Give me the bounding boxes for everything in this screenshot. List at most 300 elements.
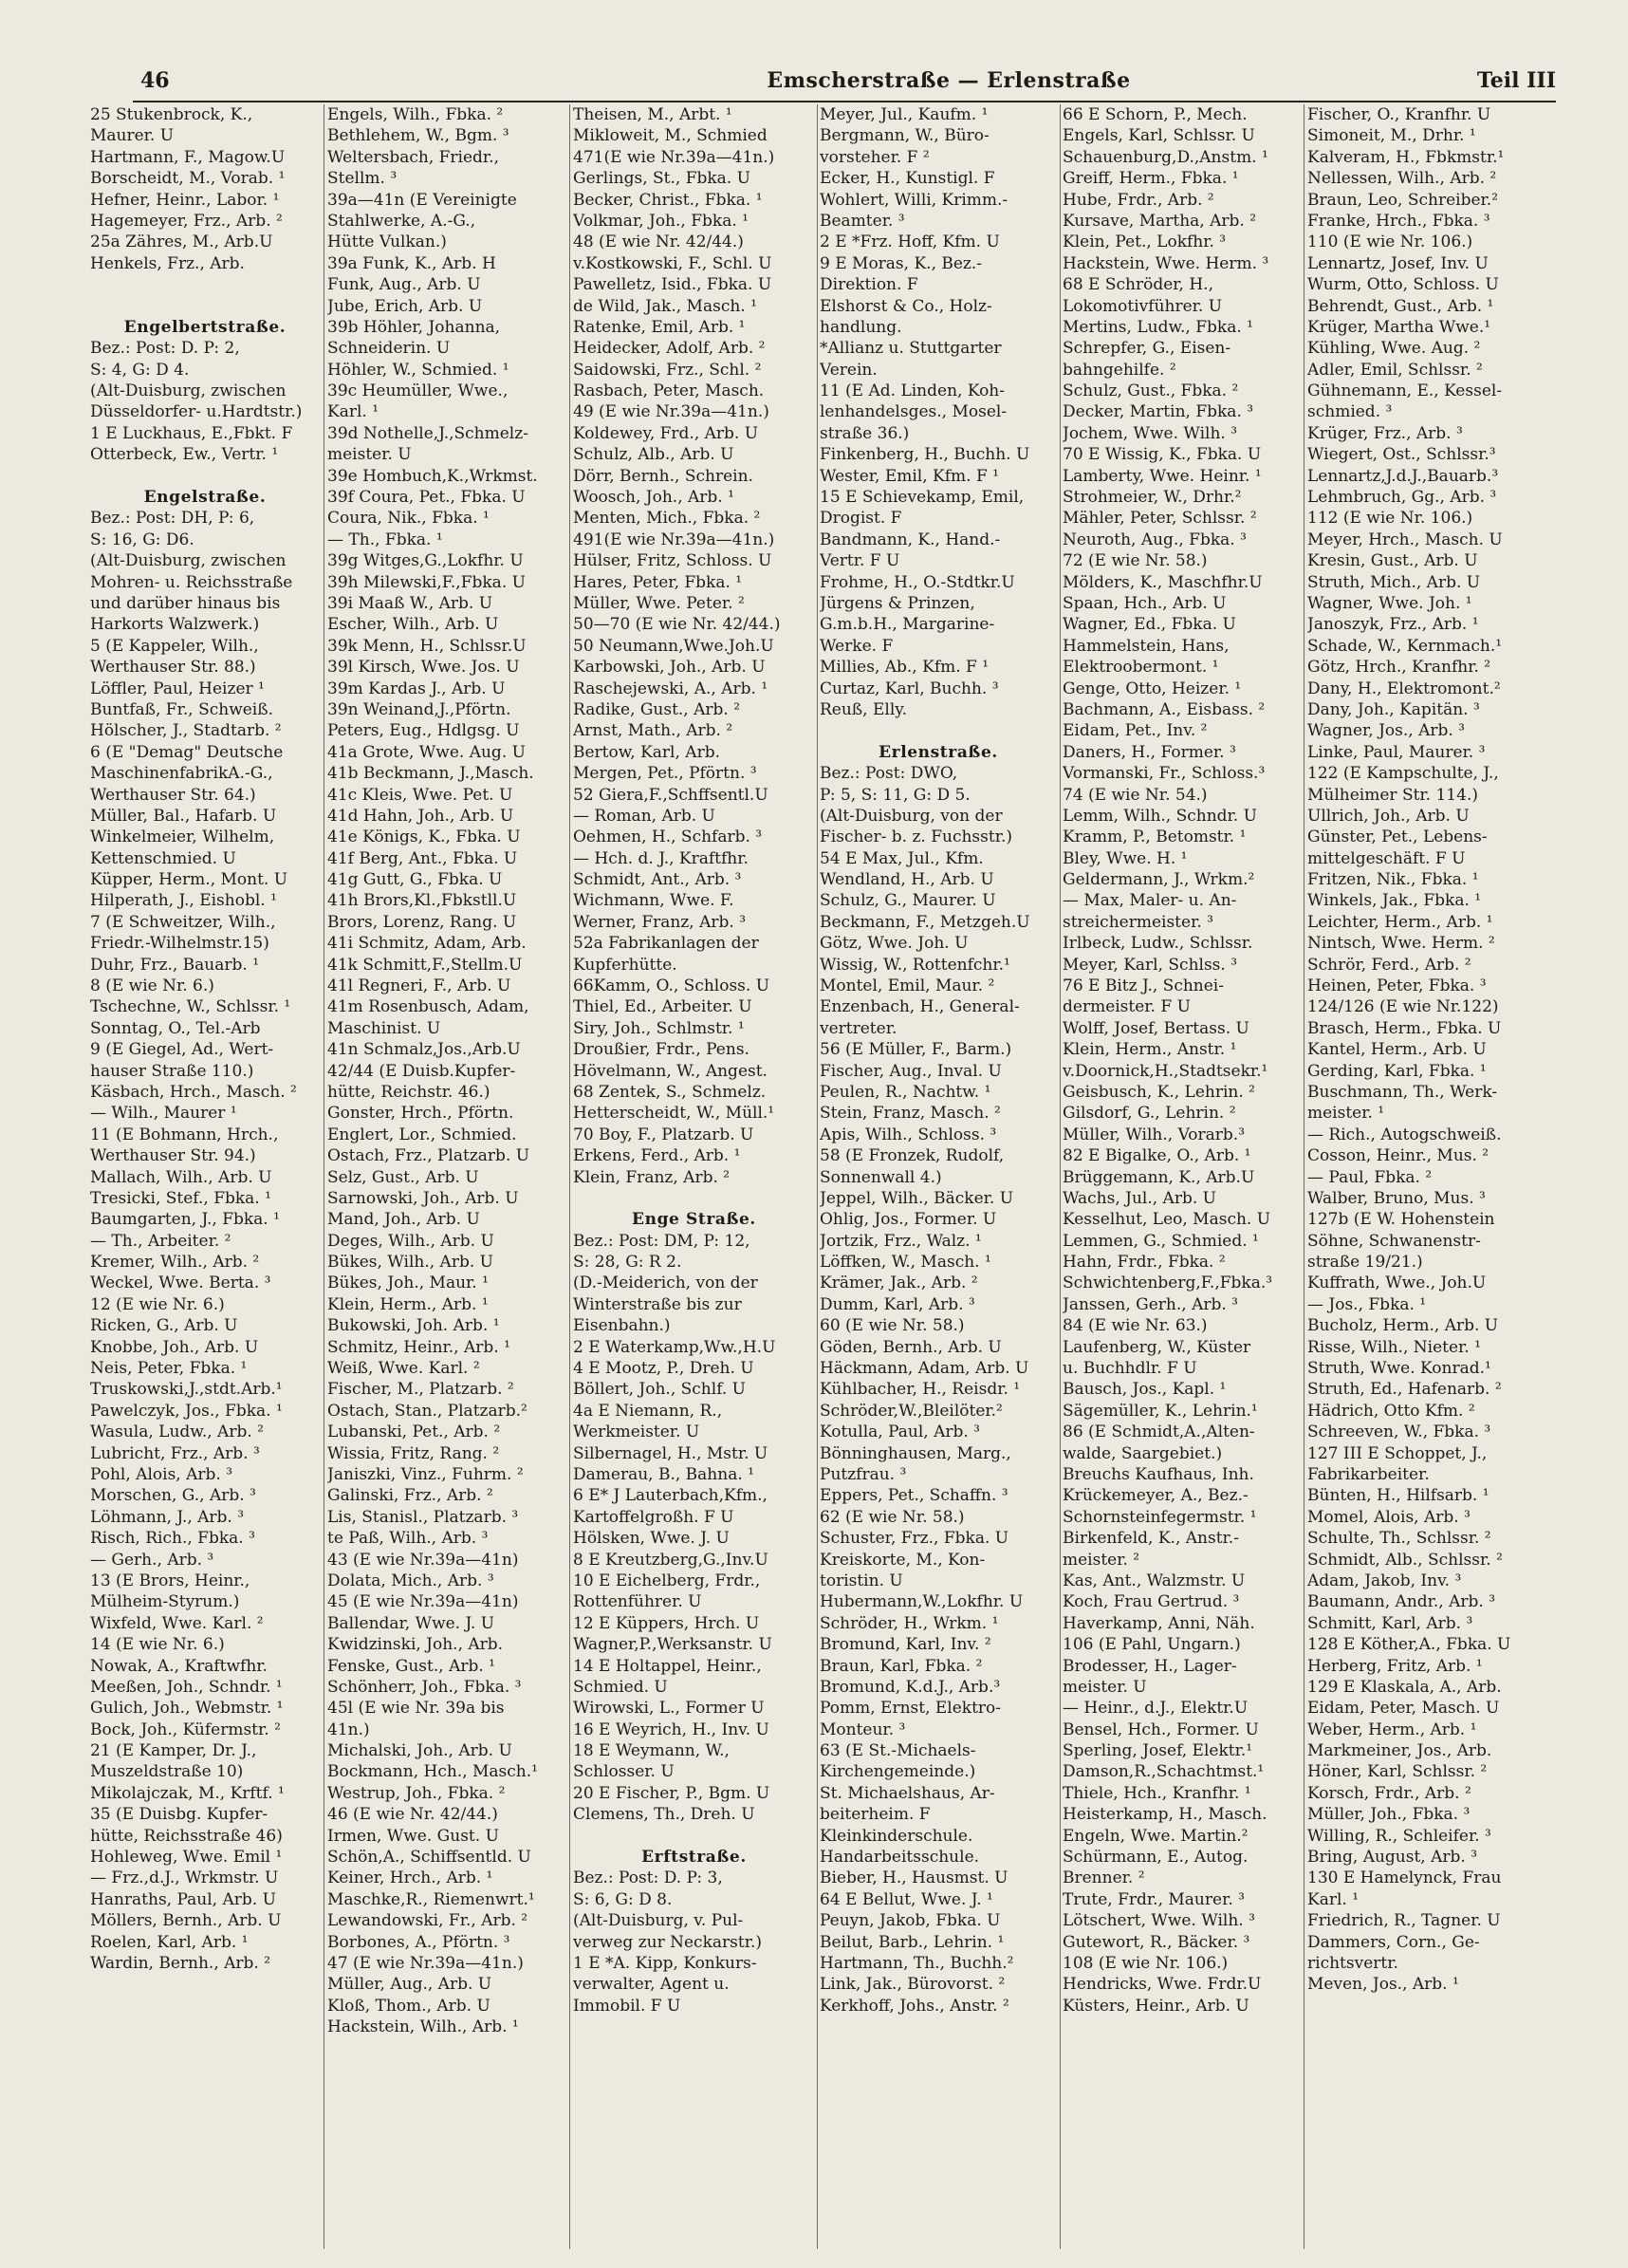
directory-entry: 45l (E wie Nr. 39a bis [327,1699,505,1719]
directory-entry: Fischer- b. z. Fuchsstr.) [820,827,1013,847]
directory-entry: 41m Rosenbusch, Adam, [327,997,529,1017]
directory-entry: Käsbach, Hrch., Masch. ² [90,1082,297,1102]
directory-entry: Dolata, Mich., Arb. ³ [327,1571,494,1590]
directory-entry: handlung. [820,317,902,337]
directory-entry: Menten, Mich., Fbka. ² [573,509,761,529]
spacer [573,1188,815,1209]
directory-entry: Ohlig, Jos., Former. U [820,1210,997,1230]
directory-entry: Hubermann,W.,Lokfhr. U [820,1592,1024,1612]
directory-entry: Fritzen, Nik., Fbka. ¹ [1307,870,1479,890]
directory-entry: 2 E Waterkamp,Ww.,H.U [573,1337,776,1357]
directory-entry: 68 E Schröder, H., [1063,275,1213,295]
directory-entry: Kerkhoff, Johs., Anstr. ² [820,1996,1009,2016]
directory-entry: hütte, Reichsstraße 46) [90,1826,283,1846]
directory-entry: Schrör, Ferd., Arb. ² [1307,955,1471,975]
directory-entry: v.Doornick,H.,Stadtsekr.¹ [1063,1061,1268,1081]
directory-entry: Heinen, Peter, Fbka. ³ [1307,976,1487,996]
directory-entry: Daners, H., Former. ³ [1063,742,1236,762]
directory-entry: Adler, Emil, Schlssr. ² [1307,360,1483,380]
directory-entry: Löffken, W., Masch. ¹ [820,1253,991,1273]
directory-entry: 64 E Bellut, Wwe. J. ¹ [820,1889,993,1909]
directory-entry: schmied. ³ [1307,402,1393,422]
directory-entry: Stellm. ³ [327,169,398,189]
directory-entry: Bez.: Post: DM, P: 12, [573,1231,750,1251]
directory-entry: 41i Schmitz, Adam, Arb. [327,934,527,954]
directory-entry: Strohmeier, W., Drhr.² [1063,488,1242,508]
directory-entry: lenhandelsges., Mosel- [820,402,1008,422]
directory-entry: 110 (E wie Nr. 106.) [1307,232,1473,252]
directory-entry: 39i Maaß W., Arb. U [327,593,493,613]
directory-entry: 39d Nothelle,J.,Schmelz- [327,423,528,443]
directory-entry: Wissia, Fritz, Rang. ² [327,1443,500,1463]
directory-entry: Schmied. U [573,1677,668,1697]
directory-entry: Stahlwerke, A.-G., [327,211,476,231]
directory-entry: 41k Schmitt,F.,Stellm.U [327,955,523,975]
directory-entry: 56 (E Müller, F., Barm.) [820,1040,1012,1060]
directory-entry: Müller, Wwe. Peter. ² [573,593,745,613]
directory-entry: Nowak, A., Kraftwfhr. [90,1656,268,1676]
directory-entry: bahngehilfe. ² [1063,360,1176,380]
directory-entry: 127b (E W. Hohenstein [1307,1210,1495,1230]
running-title: Emscherstraße — Erlenstraße [767,68,1131,93]
directory-entry: 39b Höhler, Johanna, [327,317,501,337]
directory-entry: Brenner. ² [1063,1868,1145,1888]
directory-entry: Oehmen, H., Schfarb. ³ [573,827,763,847]
directory-entry: Putzfrau. ³ [820,1465,907,1484]
directory-entry: Morschen, G., Arb. ³ [90,1486,256,1506]
directory-entry: Janoszyk, Frz., Arb. ¹ [1307,615,1479,635]
directory-entry: Bergmann, W., Büro- [820,126,990,146]
directory-entry: Dörr, Bernh., Schrein. [573,466,753,486]
directory-entry: 49 (E wie Nr.39a—41n.) [573,402,769,422]
directory-entry: Bez.: Post: D. P: 2, [90,339,240,359]
directory-entry: Kettenschmied. U [90,848,236,868]
directory-entry: Woosch, Joh., Arb. ¹ [573,488,734,508]
directory-entry: 60 (E wie Nr. 58.) [820,1316,965,1336]
directory-entry: Hackstein, Wilh., Arb. ¹ [327,2017,519,2037]
directory-entry: 1 E Luckhaus, E.,Fbkt. F [90,423,293,443]
directory-entry: Pawelletz, Isid., Fbka. U [573,275,772,295]
directory-entry: Fenske, Gust., Arb. ¹ [327,1656,495,1676]
directory-entry: te Paß, Wilh., Arb. ³ [327,1529,489,1549]
directory-entry: S: 28, G: R 2. [573,1253,682,1273]
directory-entry: Kremer, Wilh., Arb. ² [90,1253,260,1273]
directory-entry: Sonntag, O., Tel.-Arb [90,1018,261,1038]
directory-entry: richtsvertr. [1307,1953,1398,1973]
directory-entry: Enzenbach, H., General- [820,997,1020,1017]
directory-entry: Werner, Franz, Arb. ³ [573,912,747,932]
directory-entry: meister. ² [1063,1550,1140,1570]
directory-entry: 46 (E wie Nr. 42/44.) [327,1805,498,1825]
page-number: 46 [140,68,170,93]
directory-entry: walde, Saargebiet.) [1063,1443,1223,1463]
directory-entry: Weckel, Wwe. Berta. ³ [90,1273,271,1293]
directory-entry: Neuroth, Aug., Fbka. ³ [1063,530,1247,549]
directory-entry: Jortzik, Frz., Walz. ¹ [820,1231,982,1251]
directory-entry: 6 E* J Lauterbach,Kfm., [573,1486,768,1506]
directory-entry: 15 E Schievekamp, Emil, [820,488,1025,508]
directory-entry: 9 E Moras, K., Bez.- [820,253,983,273]
directory-entry: Koch, Frau Gertrud. ³ [1063,1592,1240,1612]
directory-entry: Bönninghausen, Marg., [820,1443,1011,1463]
directory-entry: Frohme, H., O.-Stdtkr.U [820,572,1015,592]
directory-entry: Handarbeitsschule. [820,1848,980,1868]
directory-entry: Truskowski,J.,stdt.Arb.¹ [90,1380,283,1400]
directory-entry: Schuster, Frz., Fbka. U [820,1529,1009,1549]
directory-entry: Geisbusch, K., Lehrin. ² [1063,1082,1255,1102]
directory-entry: Schreeven, W., Fbka. ³ [1307,1422,1491,1442]
directory-entry: 41l Regneri, F., Arb. U [327,976,511,996]
directory-entry: 41d Hahn, Joh., Arb. U [327,806,514,826]
directory-entry: 41c Kleis, Wwe. Pet. U [327,785,513,805]
directory-entry: 84 (E wie Nr. 63.) [1063,1316,1208,1336]
directory-entry: Theisen, M., Arbt. ¹ [573,105,732,124]
directory-entry: Escher, Wilh., Arb. U [327,615,499,635]
directory-entry: Franke, Hrch., Fbka. ³ [1307,211,1490,231]
directory-entry: Schlosser. U [573,1762,675,1782]
directory-entry: Klein, Franz, Arb. ² [573,1167,731,1187]
directory-entry: Otterbeck, Ew., Vertr. ¹ [90,445,279,465]
directory-entry: Kühlbacher, H., Reisdr. ¹ [820,1380,1021,1400]
column-1 [90,104,320,2254]
directory-entry: 41e Königs, K., Fbka. U [327,827,521,847]
directory-entry: Beckmann, F., Metzgeh.U [820,912,1030,932]
spacer [90,296,320,317]
directory-entry: Irmen, Wwe. Gust. U [327,1826,499,1846]
directory-entry: Böllert, Joh., Schlf. U [573,1380,747,1400]
directory-entry: *Allianz u. Stuttgarter [820,339,1002,359]
directory-entry: Beamter. ³ [820,211,905,231]
directory-entry: Karl. ¹ [1307,1889,1360,1909]
directory-entry: Schulz, Gust., Fbka. ² [1063,381,1239,401]
directory-entry: Müller, Bal., Hafarb. U [90,806,277,826]
directory-entry: Janiszki, Vinz., Fuhrm. ² [327,1465,524,1484]
directory-entry: Bromund, K.d.J., Arb.³ [820,1677,1001,1697]
directory-entry: Coura, Nik., Fbka. ¹ [327,509,490,529]
directory-entry: 41h Brors,Kl.,Fbkstll.U [327,891,517,911]
directory-entry: Direktion. F [820,275,918,295]
column-5 [1063,104,1300,2254]
directory-entry: 10 E Eichelberg, Frdr., [573,1571,761,1590]
directory-entry: 21 (E Kamper, Dr. J., [90,1741,257,1761]
directory-entry: Englert, Lor., Schmied. [327,1125,517,1144]
street-heading: Erftstraße. [641,1848,747,1868]
directory-entry: Kalveram, H., Fbkmstr.¹ [1307,147,1505,167]
directory-entry: Janssen, Gerh., Arb. ³ [1063,1294,1238,1314]
directory-entry: Hagemeyer, Frz., Arb. ² [90,211,283,231]
directory-entry: Finkenberg, H., Buchh. U [820,445,1030,465]
directory-entry: 82 E Bigalke, O., Arb. ¹ [1063,1146,1251,1166]
directory-entry: Hülser, Fritz, Schloss. U [573,551,772,571]
directory-entry: Bükes, Joh., Maur. ¹ [327,1273,489,1293]
street-heading: Enge Straße. [632,1210,756,1230]
directory-entry: G.m.b.H., Margarine- [820,615,995,635]
directory-entry: Lennartz, Josef, Inv. U [1307,253,1489,273]
directory-entry: Mölders, K., Maschfhr.U [1063,572,1263,592]
directory-entry: Sonnenwall 4.) [820,1167,942,1187]
spacer [90,466,320,487]
directory-entry: 74 (E wie Nr. 54.) [1063,785,1208,805]
directory-entry: v.Kostkowski, F., Schl. U [573,253,772,273]
directory-entry: (Alt-Duisburg, von der [820,806,1003,826]
directory-entry: Mikolajczak, M., Krftf. ¹ [90,1783,285,1803]
directory-entry: Schön,A., Schiffsentld. U [327,1848,531,1868]
directory-entry: Struth, Mich., Arb. U [1307,572,1481,592]
directory-entry: Pomm, Ernst, Elektro- [820,1699,1002,1719]
directory-entry: Wichmann, Wwe. F. [573,891,734,911]
directory-entry: Brasch, Herm., Fbka. U [1307,1018,1502,1038]
directory-entry: — Roman, Arb. U [573,806,715,826]
directory-entry: Baumgarten, J., Fbka. ¹ [90,1210,280,1230]
directory-entry: Bertow, Karl, Arb. [573,742,720,762]
directory-entry: mittelgeschäft. F U [1307,848,1466,868]
directory-entry: Werkmeister. U [573,1422,700,1442]
directory-entry: Löhmann, J., Arb. ³ [90,1507,245,1527]
directory-entry: Hartmann, F., Magow.U [90,147,286,167]
directory-entry: Bock, Joh., Küfermstr. ² [90,1720,281,1739]
directory-entry: Meeßen, Joh., Schndr. ¹ [90,1677,283,1697]
directory-entry: Bring, August, Arb. ³ [1307,1848,1478,1868]
directory-entry: Möllers, Bernh., Arb. U [90,1911,282,1931]
directory-entry: Tresicki, Stef., Fbka. ¹ [90,1188,271,1208]
directory-entry: Gulich, Joh., Webmstr. ¹ [90,1699,284,1719]
directory-entry: 39c Heumüller, Wwe., [327,381,509,401]
directory-entry: Kloß, Thom., Arb. U [327,1996,490,2016]
directory-entry: Raschejewski, A., Arb. ¹ [573,679,768,698]
directory-entry: Schmitz, Heinr., Arb. ¹ [327,1337,510,1357]
directory-entry: Maschke,R., Riemenwrt.¹ [327,1889,535,1909]
directory-entry: Greiff, Herm., Fbka. ¹ [1063,169,1239,189]
directory-entry: Mohren- u. Reichsstraße [90,572,293,592]
column-3 [573,104,815,2254]
directory-entry: Ballendar, Wwe. J. U [327,1613,495,1633]
directory-entry: 7 (E Schweitzer, Wilh., [90,912,276,932]
column-divider [569,104,570,2249]
directory-entry: Krüger, Frz., Arb. ³ [1307,423,1463,443]
spacer [90,274,320,295]
directory-entry: Irlbeck, Ludw., Schlssr. [1063,934,1253,954]
spacer [573,1826,815,1847]
directory-entry: Heidecker, Adolf, Arb. ² [573,339,766,359]
directory-entry: Klein, Pet., Lokfhr. ³ [1063,232,1227,252]
directory-entry: Cosson, Heinr., Mus. ² [1307,1146,1489,1166]
directory-entry: — Paul, Fbka. ² [1307,1167,1433,1187]
directory-entry: Weber, Herm., Arb. ¹ [1307,1720,1477,1739]
directory-entry: Vertr. F U [820,551,900,571]
directory-entry: Hube, Frdr., Arb. ² [1063,190,1214,210]
directory-entry: Apis, Wilh., Schloss. ³ [820,1125,997,1144]
directory-entry: Risch, Rich., Fbka. ³ [90,1529,255,1549]
directory-entry: Koldewey, Frd., Arb. U [573,423,759,443]
directory-entry: Kotulla, Paul, Arb. ³ [820,1422,980,1442]
directory-entry: Curtaz, Karl, Buchh. ³ [820,679,999,698]
directory-entry: Kwidzinski, Joh., Arb. [327,1635,504,1655]
directory-entry: 66Kamm, O., Schloss. U [573,976,770,996]
directory-entry: Wissig, W., Rottenfchr.¹ [820,955,1010,975]
directory-entry: Hefner, Heinr., Labor. ¹ [90,190,280,210]
directory-entry: Ostach, Frz., Platzarb. U [327,1146,530,1166]
directory-entry: verwalter, Agent u. [573,1975,730,1995]
directory-entry: 12 (E wie Nr. 6.) [90,1294,225,1314]
directory-entry: Hendricks, Wwe. Frdr.U [1063,1975,1262,1995]
directory-entry: Küsters, Heinr., Arb. U [1063,1996,1249,2016]
directory-entry: Löffler, Paul, Heizer ¹ [90,679,265,698]
directory-entry: Schauenburg,D.,Anstm. ¹ [1063,147,1268,167]
directory-entry: 43 (E wie Nr.39a—41n) [327,1550,519,1570]
directory-entry: 39n Weinand,J.,Pförtn. [327,699,511,719]
directory-entry: Söhne, Schwanenstr- [1307,1231,1481,1251]
directory-entry: Kupferhütte. [573,955,677,975]
directory-entry: vorsteher. F ² [820,147,930,167]
directory-entry: Meven, Jos., Arb. ¹ [1307,1975,1459,1995]
directory-entry: 52 Giera,F.,Schffsentl.U [573,785,768,805]
directory-entry: Mikloweit, M., Schmied [573,126,768,146]
directory-entry: Clemens, Th., Dreh. U [573,1805,755,1825]
directory-entry: Düsseldorfer- u.Hardtstr.) [90,402,303,422]
directory-entry: Bromund, Karl, Inv. ² [820,1635,991,1655]
directory-entry: Drogist. F [820,509,902,529]
directory-entry: Struth, Ed., Hafenarb. ² [1307,1380,1502,1400]
directory-entry: Hanraths, Paul, Arb. U [90,1889,276,1909]
directory-entry: Wagner, Ed., Fbka. U [1063,615,1236,635]
directory-entry: P: 5, S: 11, G: D 5. [820,785,971,805]
directory-entry: Kursave, Martha, Arb. ² [1063,211,1257,231]
directory-entry: St. Michaelshaus, Ar- [820,1783,995,1803]
directory-entry: 11 (E Ad. Linden, Koh- [820,381,1005,401]
directory-entry: Engels, Wilh., Fbka. ² [327,105,504,124]
directory-entry: Montel, Emil, Maur. ² [820,976,995,996]
directory-entry: Verein. [820,360,878,380]
directory-entry: Vormanski, Fr., Schloss.³ [1063,764,1266,784]
directory-entry: Knobbe, Joh., Arb. U [90,1337,259,1357]
directory-entry: Peuyn, Jakob, Fbka. U [820,1911,1001,1931]
directory-entry: — Wilh., Maurer ¹ [90,1104,237,1124]
street-heading: Erlenstraße. [879,742,998,762]
directory-entry: Trute, Frdr., Maurer. ³ [1063,1889,1245,1909]
directory-entry: 124/126 (E wie Nr.122) [1307,997,1499,1017]
directory-entry: Bukowski, Joh. Arb. ¹ [327,1316,500,1336]
directory-entry: Wester, Emil, Kfm. F ¹ [820,466,999,486]
directory-entry: 39l Kirsch, Wwe. Jos. U [327,658,520,678]
directory-entry: Hövelmann, W., Angest. [573,1061,768,1081]
directory-entry: toristin. U [820,1571,903,1590]
column-2 [327,104,566,2254]
directory-entry: Kartoffelgroßh. F U [573,1507,734,1527]
directory-entry: Tschechne, W., Schlssr. ¹ [90,997,291,1017]
directory-entry: meister. U [327,445,412,465]
directory-entry: Hütte Vulkan.) [327,232,447,252]
directory-entry: Schornsteinfegermstr. ¹ [1063,1507,1257,1527]
directory-entry: Friedrich, R., Tagner. U [1307,1911,1501,1931]
directory-entry: meister. ¹ [1307,1104,1385,1124]
directory-entry: Leichter, Herm., Arb. ¹ [1307,912,1493,932]
directory-entry: Meyer, Jul., Kaufm. ¹ [820,105,989,124]
directory-entry: Winkels, Jak., Fbka. ¹ [1307,891,1482,911]
directory-entry: Fischer, M., Platzarb. ² [327,1380,514,1400]
directory-entry: Herberg, Fritz, Arb. ¹ [1307,1656,1483,1676]
directory-entry: 48 (E wie Nr. 42/44.) [573,232,744,252]
directory-entry: (D.-Meiderich, von der [573,1273,758,1293]
directory-entry: Selz, Gust., Arb. U [327,1167,479,1187]
directory-entry: Schulz, G., Maurer. U [820,891,996,911]
directory-entry: Lokomotivführer. U [1063,296,1223,316]
directory-entry: Korsch, Frdr., Arb. ² [1307,1783,1471,1803]
directory-entry: Häckmann, Adam, Arb. U [820,1359,1029,1379]
directory-entry: Klein, Herm., Anstr. ¹ [1063,1040,1237,1060]
directory-entry: Westrup, Joh., Fbka. ² [327,1783,506,1803]
column-divider [1060,104,1061,2249]
directory-entry: Müller, Joh., Fbka. ³ [1307,1805,1471,1825]
directory-entry: Werthauser Str. 94.) [90,1146,256,1166]
directory-entry: Brors, Lorenz, Rang. U [327,912,517,932]
directory-entry: straße 19/21.) [1307,1253,1423,1273]
directory-entry: Muszeldstraße 10) [90,1762,244,1782]
directory-entry: 72 (E wie Nr. 58.) [1063,551,1208,571]
directory-entry: Bez.: Post: DWO, [820,764,958,784]
directory-entry: Göden, Bernh., Arb. U [820,1337,1002,1357]
directory-entry: 39h Milewski,F.,Fbka. U [327,572,526,592]
directory-entry: Dany, Joh., Kapitän. ³ [1307,699,1480,719]
directory-entry: Schwichtenberg,F.,Fbka.³ [1063,1273,1273,1293]
directory-entry: 35 (E Duisbg. Kupfer- [90,1805,268,1825]
directory-entry: Sägemüller, K., Lehrin.¹ [1063,1401,1258,1421]
directory-entry: Bley, Wwe. H. ¹ [1063,848,1188,868]
page-header [133,66,1556,101]
directory-entry: Jochem, Wwe. Wilh. ³ [1063,423,1238,443]
directory-entry: Hetterscheidt, W., Müll.¹ [573,1104,775,1124]
directory-entry: verweg zur Neckarstr.) [573,1932,762,1952]
directory-entry: Lemm, Wilh., Schndr. U [1063,806,1257,826]
directory-entry: Pohl, Alois, Arb. ³ [90,1465,233,1484]
directory-entry: Brodesser, H., Lager- [1063,1656,1237,1676]
directory-entry: 45 (E wie Nr.39a—41n) [327,1592,519,1612]
directory-entry: Bockmann, Hch., Masch.¹ [327,1762,538,1782]
directory-entry: Kresin, Gust., Arb. U [1307,551,1478,571]
directory-entry: Buntfaß, Fr., Schweiß. [90,699,274,719]
directory-entry: Wiegert, Ost., Schlssr.³ [1307,445,1496,465]
directory-entry: Wagner, Jos., Arb. ³ [1307,721,1465,741]
directory-entry: 16 E Weyrich, H., Inv. U [573,1720,769,1739]
directory-entry: Schürmann, E., Autog. [1063,1848,1249,1868]
directory-entry: Kühling, Wwe. Aug. ² [1307,339,1481,359]
directory-entry: Jube, Erich, Arb. U [327,296,483,316]
directory-entry: Gutewort, R., Bäcker. ³ [1063,1932,1250,1952]
directory-entry: Dany, H., Elektromont.² [1307,679,1501,698]
directory-entry: Bünten, H., Hilfsarb. ¹ [1307,1486,1489,1506]
directory-entry: 63 (E St.-Michaels- [820,1741,976,1761]
directory-entry: Markmeiner, Jos., Arb. [1307,1741,1492,1761]
directory-entry: Buschmann, Th., Werk- [1307,1082,1498,1102]
directory-entry: Kramm, P., Betomstr. ¹ [1063,827,1247,847]
directory-entry: hauser Straße 110.) [90,1061,254,1081]
directory-entry: Kas, Ant., Walzmstr. U [1063,1571,1246,1590]
directory-entry: Krückemeyer, A., Bez.- [1063,1486,1249,1506]
directory-entry: Geldermann, J., Wrkm.² [1063,870,1255,890]
directory-entry: 39m Kardas J., Arb. U [327,679,506,698]
directory-entry: 41b Beckmann, J.,Masch. [327,764,534,784]
directory-entry: Meyer, Karl, Schlss. ³ [1063,955,1238,975]
directory-entry: 70 E Wissig, K., Fbka. U [1063,445,1262,465]
directory-entry: 41g Gutt, G., Fbka. U [327,870,503,890]
directory-entry: Mergen, Pet., Pförtn. ³ [573,764,757,784]
directory-entry: Mülheim-Styrum.) [90,1592,240,1612]
directory-entry: Braun, Karl, Fbka. ² [820,1656,983,1676]
directory-entry: Struth, Wwe. Konrad.¹ [1307,1359,1491,1379]
directory-entry: Becker, Christ., Fbka. ¹ [573,190,763,210]
directory-entry: Ostach, Stan., Platzarb.² [327,1401,527,1421]
directory-entry: Bensel, Hch., Former. U [1063,1720,1259,1739]
directory-entry: Hammelstein, Hans, [1063,636,1230,656]
